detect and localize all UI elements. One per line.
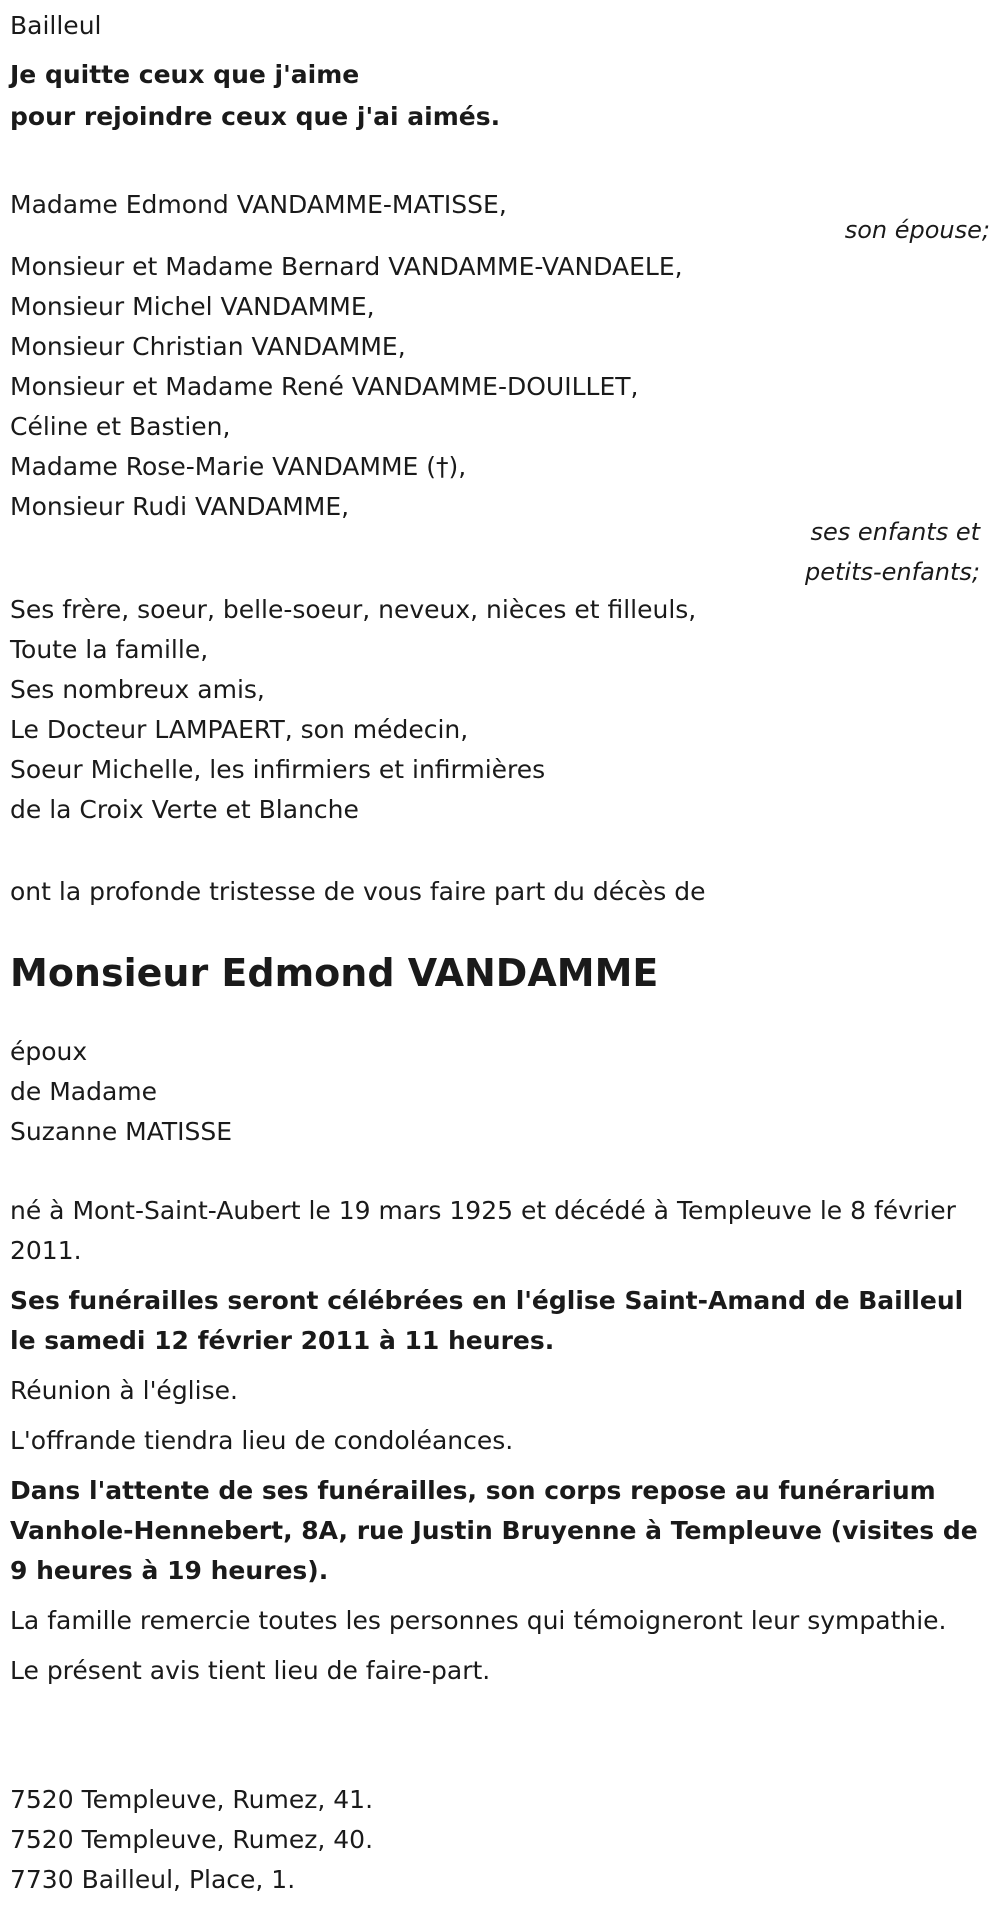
deceased-name: Monsieur Edmond VANDAMME: [10, 951, 659, 995]
notice-info: Le présent avis tient lieu de faire-part.: [10, 1656, 491, 1685]
relation-line: de Madame: [10, 1077, 158, 1106]
birth-death: né à Mont-Saint-Aubert le 19 mars 1925 et décédé à Templeuve le 8 février 2011.: [10, 1196, 956, 1265]
other-line: Le Docteur LAMPAERT, son médecin,: [10, 715, 469, 744]
place-header: [10, 6, 101, 46]
relation-line: Suzanne MATISSE: [10, 1117, 233, 1146]
quote-block: [10, 55, 500, 137]
deceased-block: [10, 948, 658, 998]
other-line: de la Croix Verte et Blanche: [10, 795, 359, 824]
others-block: [10, 590, 696, 830]
relation-line: époux: [10, 1037, 88, 1066]
other-line: Soeur Michelle, les infirmiers et infirmières: [10, 755, 546, 784]
child-line: Monsieur et Madame Bernard VANDAMME-VANDAELE,: [10, 252, 683, 281]
child-line: Madame Rose-Marie VANDAMME (†),: [10, 452, 467, 481]
offering-info: L'offrande tiendra lieu de condoléances.: [10, 1426, 514, 1455]
quote-line-2: pour rejoindre ceux que j'ai aimés.: [10, 102, 501, 131]
funerarium-info: Dans l'attente de ses funérailles, son corps repose au funérarium Vanhole-Hennebert, 8A, rue Justin Bruyenne à Templeuve (visites de 9 heures à 19 heures).: [10, 1476, 978, 1585]
funeral-info: Ses funérailles seront célébrées en l'église Saint-Amand de Bailleul le samedi 12 février 2011 à 11 heures.: [10, 1286, 964, 1355]
children-role-line-2: petits-enfants;: [805, 558, 980, 586]
quote-line-1: Je quitte ceux que j'aime: [10, 60, 360, 89]
children-block: [10, 247, 990, 527]
address-line: 7730 Bailleul, Place, 1.: [10, 1865, 296, 1894]
spouse-name: Madame Edmond VANDAMME-MATISSE,: [10, 190, 507, 219]
address-line: 7520 Templeuve, Rumez, 40.: [10, 1825, 374, 1854]
child-line: Monsieur Michel VANDAMME,: [10, 292, 375, 321]
details-block: [10, 1191, 985, 1691]
announcement-text: ont la profonde tristesse de vous faire part du décès de: [10, 877, 706, 906]
children-role-line-1: ses enfants et: [810, 518, 980, 546]
meeting-info: Réunion à l'église.: [10, 1376, 238, 1405]
announcement: [10, 872, 705, 912]
spouse-role: son épouse;: [844, 216, 990, 244]
thanks-info: La famille remercie toutes les personnes qui témoigneront leur sympathie.: [10, 1606, 947, 1635]
child-line: Monsieur Rudi VANDAMME,: [10, 492, 350, 521]
addresses-block: [10, 1780, 373, 1900]
place-name: Bailleul: [10, 11, 102, 40]
child-line: Monsieur et Madame René VANDAMME-DOUILLET,: [10, 372, 639, 401]
other-line: Ses frère, soeur, belle-soeur, neveux, nièces et filleuls,: [10, 595, 697, 624]
child-line: Céline et Bastien,: [10, 412, 231, 441]
relation-block: [10, 1032, 232, 1152]
children-role: [805, 512, 980, 592]
other-line: Toute la famille,: [10, 635, 209, 664]
spouse-block: [10, 185, 990, 244]
child-line: Monsieur Christian VANDAMME,: [10, 332, 406, 361]
other-line: Ses nombreux amis,: [10, 675, 265, 704]
address-line: 7520 Templeuve, Rumez, 41.: [10, 1785, 374, 1814]
